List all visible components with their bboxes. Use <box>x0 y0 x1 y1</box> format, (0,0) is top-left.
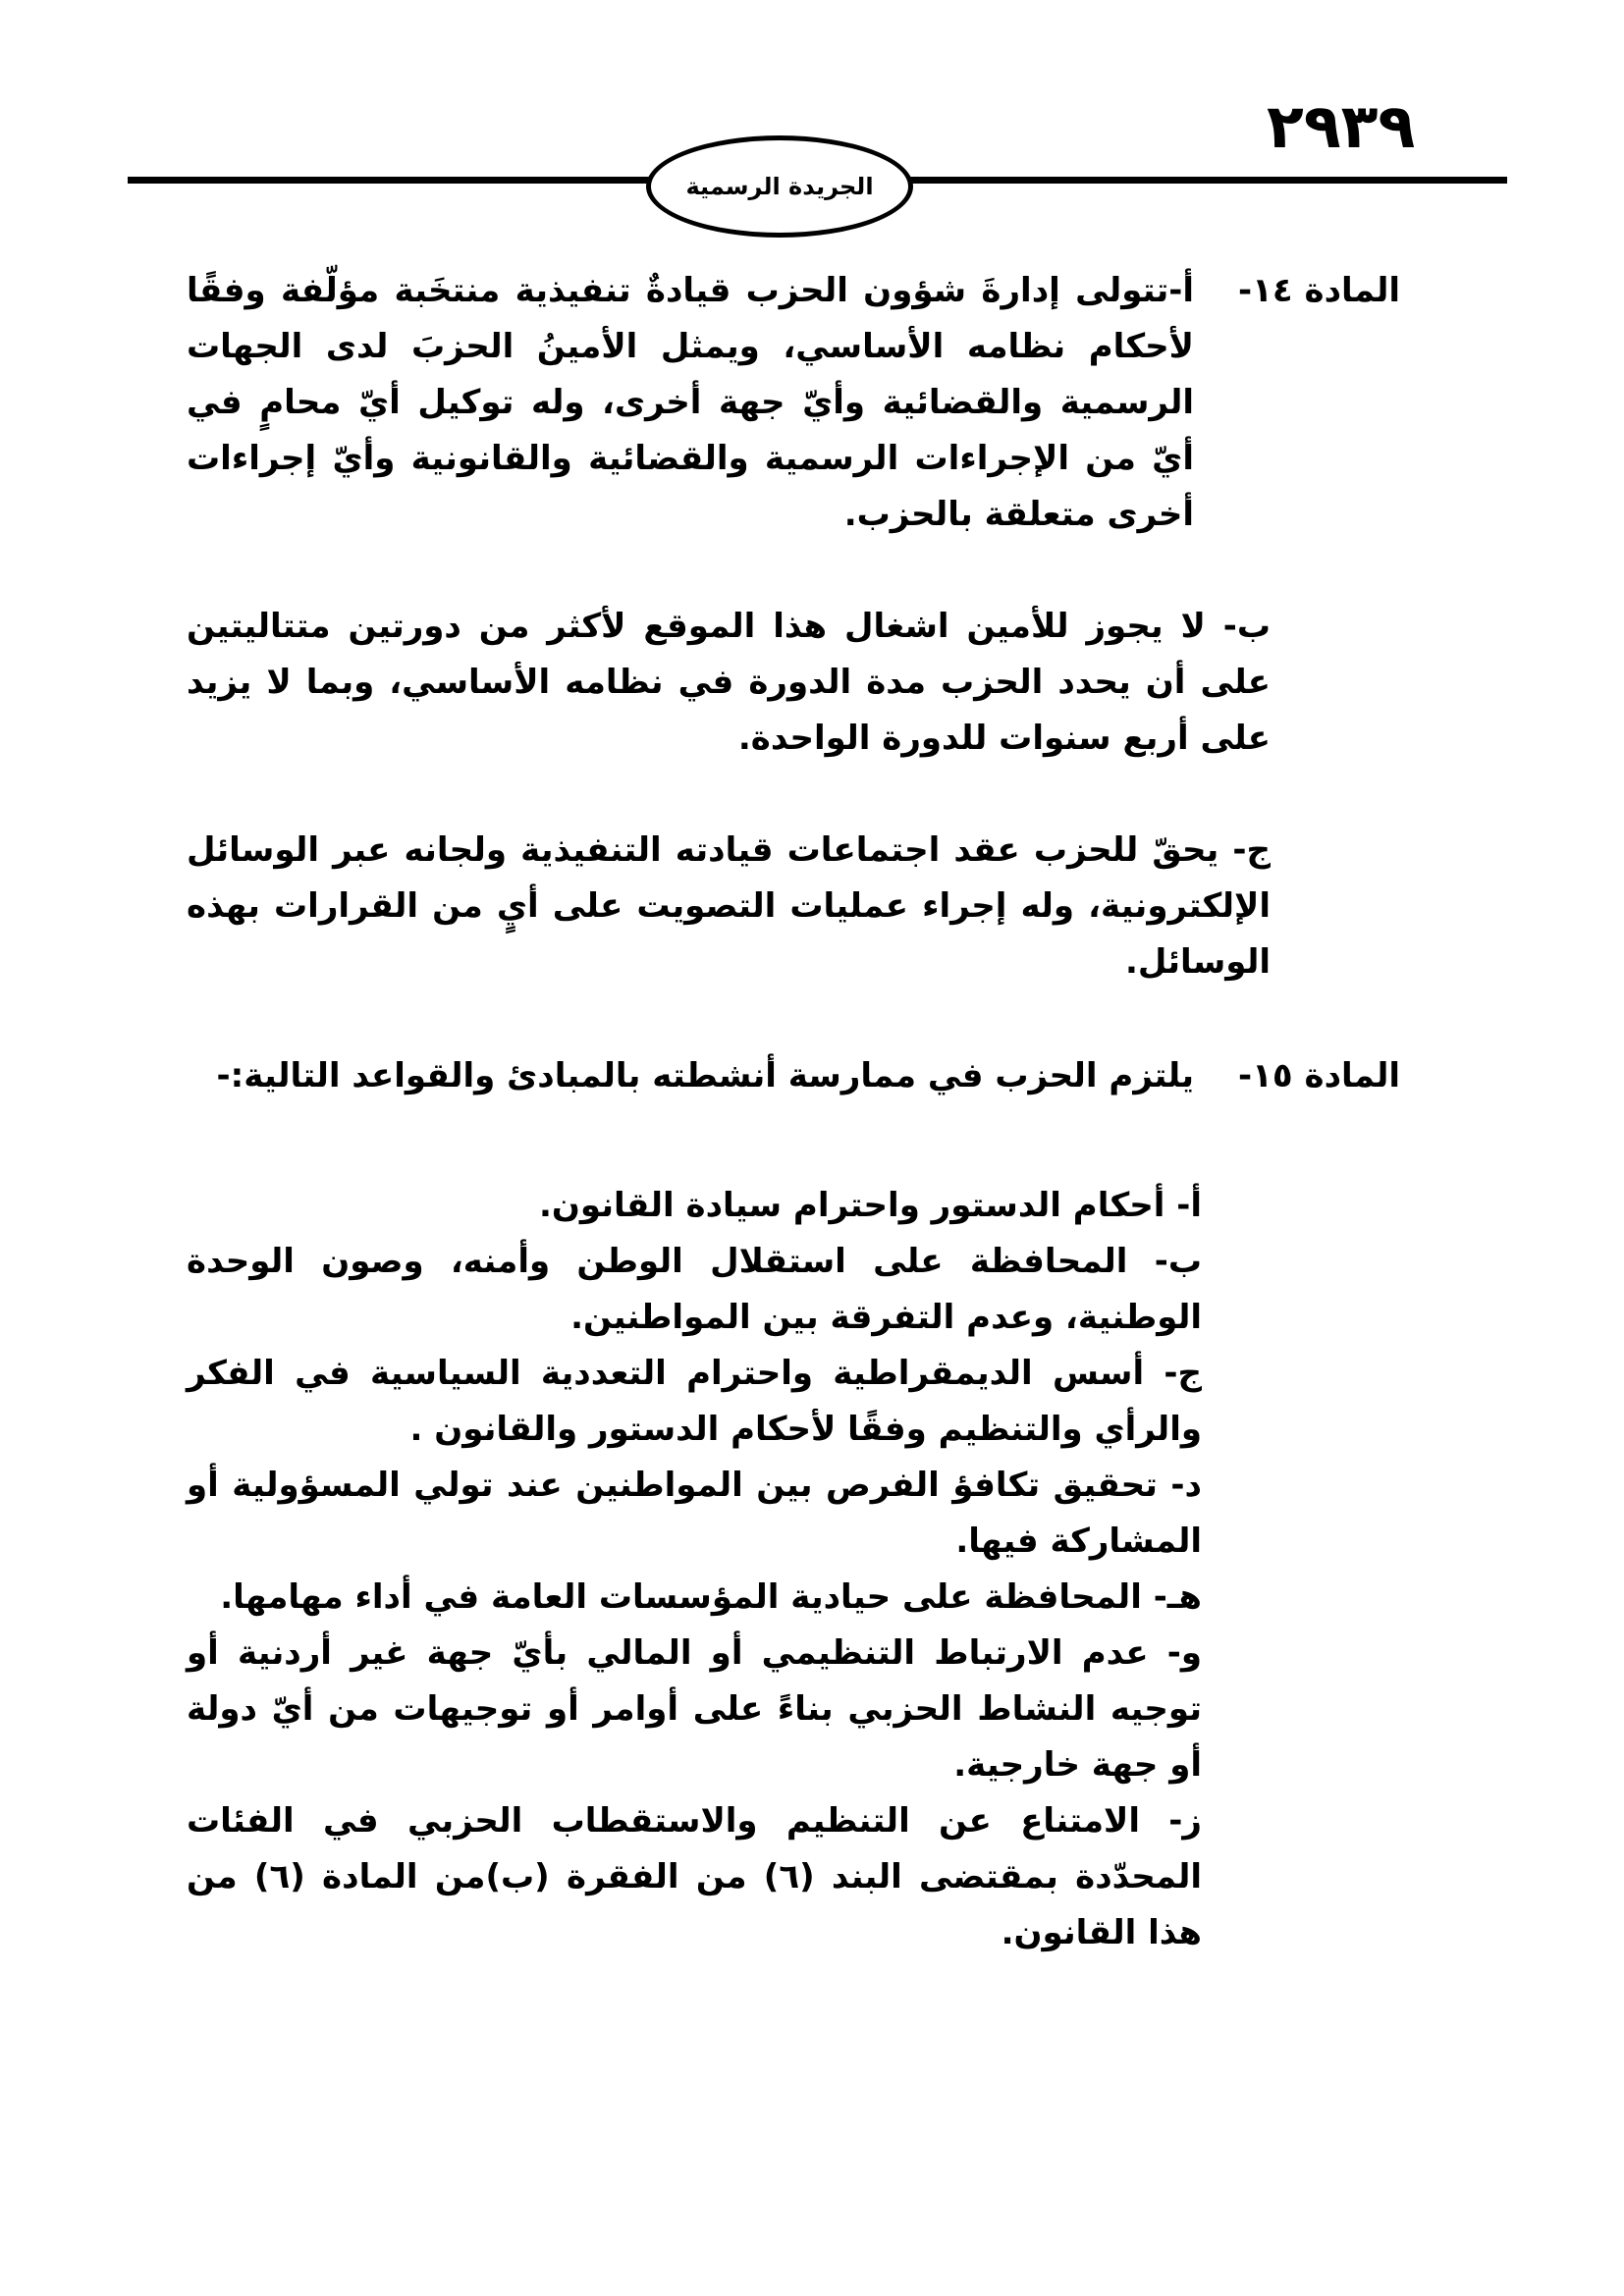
article-15-item-b: ب- المحافظة على استقلال الوطن وأمنه، وصون الوحدة الوطنية، وعدم التفرقة بين المواطنين. <box>187 1242 1202 1337</box>
article-14-label: المادة ١٤- <box>1238 271 1400 310</box>
page-number: ٢٩٣٩ <box>1267 90 1416 162</box>
article-15-intro: يلتزم الحزب في ممارسة أنشطته بالمبادئ والقواعد التالية:- <box>216 1056 1194 1095</box>
gazette-title-oval <box>646 135 913 238</box>
article-14-paragraph-c: ج- يحقّ للحزب عقد اجتماعات قيادته التنفيذية ولجانه عبر الوسائل الإلكترونية، وله إجراء عمليات التصويت على أيٍ من القرارات بهذه الوسائل. <box>187 830 1271 982</box>
article-15-item-c: ج- أسس الديمقراطية واحترام التعددية السياسية في الفكر والرأي والتنظيم وفقًا لأحكام الدستور والقانون . <box>187 1354 1202 1449</box>
article-14-paragraph-b: ب- لا يجوز للأمين اشغال هذا الموقع لأكثر من دورتين متتاليتين على أن يحدد الحزب مدة الدورة في نظامه الأساسي، وبما لا يزيد على أربع سنوات للدورة الواحدة. <box>187 607 1271 758</box>
article-15-item-e: هـ- المحافظة على حيادية المؤسسات العامة في أداء مهامها. <box>220 1577 1202 1617</box>
article-14-paragraph-a: أ-تتولى إدارةَ شؤون الحزب قيادةٌ تنفيذية منتخَبة مؤلّفة وفقًا لأحكام نظامه الأساسي، ويمثل الأمينُ الحزبَ لدى الجهات الرسمية والقضائية وأيّ جهة أخرى، وله توكيل أيّ محامٍ في أيّ من الإجراءات الرسمية والقضائية والقانونية وأيّ إجراءات أخرى متعلقة بالحزب. <box>187 271 1194 534</box>
article-15-item-g: ز- الامتناع عن التنظيم والاستقطاب الحزبي في الفئات المحدّدة بمقتضى البند (٦) من الفقرة (ب)من المادة (٦) من هذا القانون. <box>187 1801 1202 1952</box>
article-15-item-a: أ- أحكام الدستور واحترام سيادة القانون. <box>538 1186 1202 1225</box>
article-15-item-f: و- عدم الارتباط التنظيمي أو المالي بأيّ جهة غير أردنية أو توجيه النشاط الحزبي بناءً على أوامر أو توجيهات من أيّ دولة أو جهة خارجية. <box>187 1633 1202 1785</box>
article-15-label: المادة ١٥- <box>1238 1056 1400 1095</box>
gazette-title: الجريدة الرسمية <box>685 173 874 200</box>
article-15-item-d: د- تحقيق تكافؤ الفرص بين المواطنين عند تولي المسؤولية أو المشاركة فيها. <box>187 1466 1202 1561</box>
